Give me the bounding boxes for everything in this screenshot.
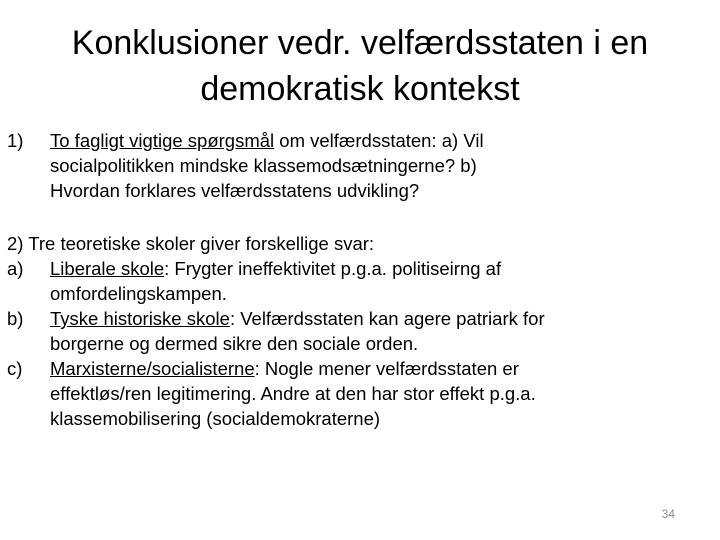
point-1 [7,128,697,203]
school-b-name: Tyske historiske skole [50,308,230,329]
title-line-2: demokratisk kontekst [200,70,520,108]
school-c-line-2: effektløs/ren legitimering. Andre at den har stor effekt p.g.a. [50,383,536,404]
school-c-line-3: klassemobilisering (socialdemokraterne) [50,408,381,429]
school-a-colon: : [164,258,170,279]
school-c-line-1 [50,356,697,381]
school-a-marker: a) [7,258,24,279]
school-a-line-1 [50,256,697,281]
school-b [7,306,697,356]
school-c-content [50,356,697,431]
point-1-underlined: To fagligt vigtige spørgsmål [50,130,275,151]
slide-body [7,128,697,431]
school-b-colon: : [229,308,236,329]
school-a [7,256,697,306]
point-1-rest: om velfærdsstaten: a) Vil [274,130,484,151]
point-1-line-2: socialpolitikken mindske klassemodsætningerne? b) [50,155,477,176]
school-c [7,356,697,431]
school-b-marker: b) [7,308,24,329]
page-number: 34 [661,507,675,521]
school-b-content [50,306,697,356]
slide-title [20,20,700,112]
point-1-content [50,128,697,203]
title-line-1: Konklusioner vedr. velfærdsstaten i en [71,24,649,62]
school-a-name: Liberale skole [50,258,165,279]
point-2-intro: 2) Tre teoretiske skoler giver forskellige svar: [7,233,375,254]
point-1-line-3: Hvordan forklares velfærdsstatens udvikling? [50,180,420,201]
point-1-marker: 1) [7,130,24,151]
school-c-text: Nogle mener velfærdsstaten er [259,358,519,379]
school-b-line-2: borgerne og dermed sikre den sociale orden. [50,333,419,354]
school-c-marker: c) [7,358,23,379]
school-c-colon: : [254,358,260,379]
school-a-line-2: omfordelingskampen. [50,283,227,304]
school-b-text: Velfærdsstaten kan agere patriark for [235,308,545,329]
school-a-content [50,256,697,306]
school-a-text: Frygter ineffektivitet p.g.a. politiseirng af [169,258,502,279]
school-c-name: Marxisterne/socialisterne [50,358,255,379]
school-b-line-1 [50,306,697,331]
point-1-line-1 [50,128,697,153]
